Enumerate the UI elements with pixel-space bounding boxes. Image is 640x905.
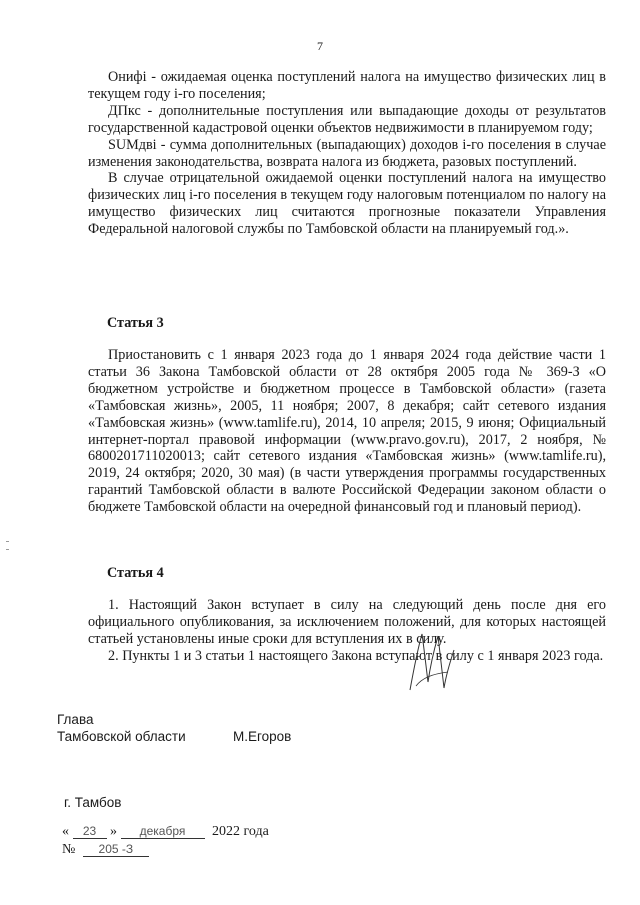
date-day: 23 <box>73 824 107 839</box>
paragraph-negative-estimate: В случае отрицательной ожидаемой оценки поступлений налога на имущество физических лиц i-го поселения в текущем году налоговым потенциалом по налогу на имущество физических лиц считаются прогнозные показатели Управления Федеральной налоговой службы по Тамбовской области на планируемый год.». <box>88 170 606 238</box>
signer-title-line2: Тамбовской области <box>57 729 186 744</box>
article-4-item-1: 1. Настоящий Закон вступает в силу на следующий день после дня его официального опубликования, за исключением положений, для которых настоящей статьей установлены иные сроки для вступления их в силу. <box>88 597 606 647</box>
paragraph-sumdv: SUMдвi - сумма дополнительных (выпадающих) доходов i-го поселения в случае изменения законодательства, возврата налога из бюджета, разовых поступлений. <box>88 136 606 170</box>
number-line <box>62 842 149 858</box>
signer-name: М.Егоров <box>233 729 292 744</box>
date-month: декабря <box>121 824 205 839</box>
date-line <box>62 824 269 840</box>
article-4-text-block <box>88 597 606 665</box>
law-number: 205 -З <box>83 842 149 857</box>
page-number: 7 <box>317 39 323 53</box>
article-4-item-2: 2. Пункты 1 и 3 статьи 1 настоящего Закона вступают в силу с 1 января 2023 года. <box>108 647 604 664</box>
paragraph-dpks: ДПкс - дополнительные поступления или выпадающие доходы от результатов государственной кадастровой оценки объектов недвижимости в планируемом году; <box>88 102 606 136</box>
date-close-quote: » <box>110 824 117 839</box>
definitions-block <box>88 69 606 238</box>
article-3-text-block <box>88 347 606 516</box>
paragraph-onif: Онифi - ожидаемая оценка поступлений налога на имущество физических лиц в текущем году i-го поселения; <box>88 69 606 102</box>
place-of-signing: г. Тамбов <box>64 795 122 810</box>
date-open-quote: « <box>62 824 69 839</box>
margin-mark <box>6 541 9 542</box>
number-prefix: № <box>62 842 76 857</box>
signature-scribble <box>404 628 460 698</box>
article-3-heading: Статья 3 <box>107 315 164 331</box>
signer-title-line1: Глава <box>57 712 94 727</box>
article-3-text: Приостановить с 1 января 2023 года до 1 января 2024 года действие части 1 статьи 36 Закона Тамбовской области от 28 октября 2005 года № 369-З «О бюджетном устройстве и бюджетном процессе в Тамбовской области» (газета «Тамбовская жизнь», 2005, 11 ноября; 2007, 8 декабря; сайт сетевого издания «Тамбовская жизнь» (www.tamlife.ru), 2014, 10 апреля; 2015, 9 июня; Официальный интернет-портал правовой информации (www.pravo.gov.ru), 2017, 2 ноября, № 6800201711020013; сайт сетевого издания «Тамбовская жизнь» (www.tamlife.ru), 2019, 24 октября; 2020, 30 мая) (в части утверждения программы государственных гарантий Тамбовской области в валюте Российской Федерации законом области о бюджете Тамбовской области на очередной финансовый год и плановый период). <box>88 347 606 516</box>
article-4-heading: Статья 4 <box>107 565 164 581</box>
date-year: 2022 года <box>212 824 269 839</box>
margin-mark <box>6 549 9 550</box>
